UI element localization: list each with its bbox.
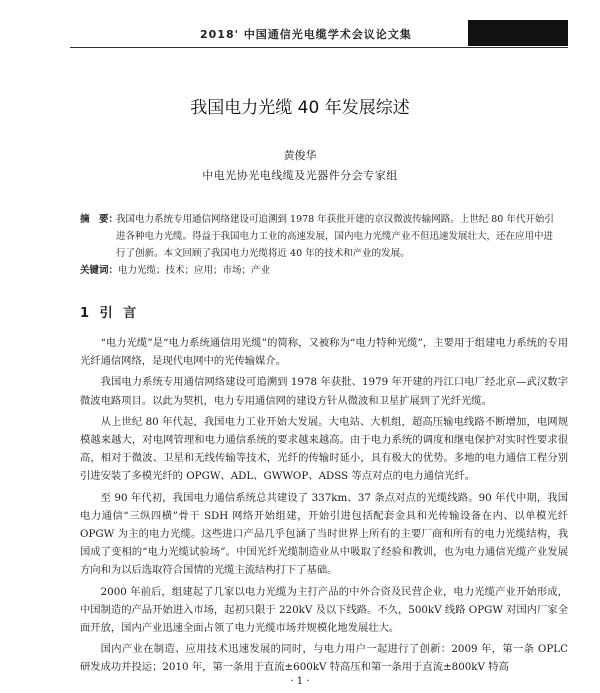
body-text — [80, 334, 568, 680]
header-divider — [70, 47, 568, 48]
keywords-text: 电力光缆；技术；应用；市场；产业 — [118, 265, 271, 276]
paragraph: 2000 年前后，组建起了几家以电力光缆为主打产品的中外合资及民营企业，电力光缆产业开始形成，中国制造的产品开始进入市场，起初只限于 220kV 及以下线路。不久，500kV 线路 OPGW 对国内厂家全面开放，国内产业迅速全面占领了电力光缆市场并规模化地发展壮大。 — [80, 585, 568, 635]
paragraph: 我国电力系统专用通信网络建设可追溯到 1978 年获批、1979 年开建的丹江口电厂经北京—武汉数字微波电路项目。以此为契机，电力专用通信网的建设方针从微波和卫星扩展到了光纤光缆。 — [80, 376, 568, 407]
abstract — [80, 211, 560, 262]
page-number: · 1 · — [290, 676, 310, 687]
abstract-text: 我国电力系统专用通信网络建设可追溯到 1978 年获批开建的京汉微波传输网路。上世纪 80 年代开始引进各种电力光缆。得益于我国电力工业的高速发展，国内电力光缆产业不但迅速发展壮大，还在应用中进行了创新。本文回顾了我国电力光缆将近 40 年的技术和产业的发展。 — [116, 214, 554, 259]
keywords-label: 关键词： — [80, 265, 119, 276]
paragraph: 国内产业在制造、应用技术迅速发展的同时，与电力用户一起进行了创新：2009 年，第一条 OPLC 研发成功并投运；2010 年，第一条用于直流±600kV 特高压和第一条用于直流±800kV 特高 — [80, 643, 568, 674]
author-name: 黄俊华 — [283, 149, 317, 162]
paragraph: “电力光缆”是“电力系统通信用光缆”的简称，又被称为“电力特种光缆”，主要用于组建电力系统的专用光纤通信网络，是现代电网中的光传输媒介。 — [80, 337, 568, 368]
keywords — [80, 262, 270, 276]
abstract-label: 摘 要： — [80, 214, 119, 225]
author-affiliation: 中电光协光电线缆及光器件分会专家组 — [202, 169, 398, 182]
paper-title: 我国电力光缆 40 年发展综述 — [190, 98, 410, 118]
section-heading: 1 引 言 — [80, 306, 140, 321]
redaction-block — [468, 20, 568, 46]
paragraph: 至 90 年代初，我国电力通信系统总共建设了 337km、37 条点对点的光缆线路。90 年代中期，我国电力通信“三纵四横”骨干 SDH 网络开始组建，开始引进包括配套金具和光传输设备在内、以单模光纤 OPGW 为主的电力光缆。这些进口产品几乎包涵了当时世界上所有的主要厂商和所有的电力光缆结构，我国成了变相的“电力光缆试验场”。中国光纤光缆制造业从中吸取了经验和教训，也为电力通信光缆产业发展方向和为以后选取符合国情的光缆主流结构打下了基础。 — [80, 491, 568, 577]
running-title: 2018' 中国通信光电缆学术会议论文集 — [200, 28, 412, 41]
paragraph: 从上世纪 80 年代起，我国电力工业开始大发展。大电站、大机组，超高压输电线路不断增加，电网规模越来越大，对电网管理和电力通信系统的要求越来越高。由于电力系统的调度和继电保护对实时性要求很高，相对于微波、卫星和无线传输等技术，光纤的传输时延小，具有极大的优势。多地的电力通信工程分别引进安装了多模光纤的 OPGW、ADL、GWWOP、ADSS 等点对点的电力通信光纤。 — [80, 415, 568, 483]
